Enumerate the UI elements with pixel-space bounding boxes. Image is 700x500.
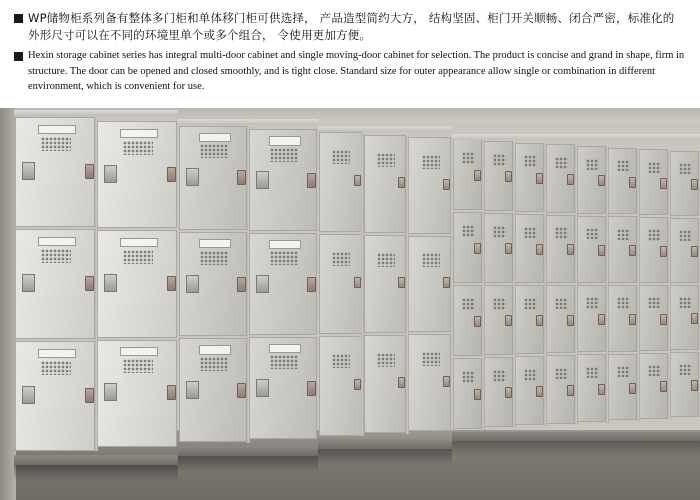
ventilation-holes <box>270 251 299 265</box>
door-handle[interactable] <box>186 275 199 293</box>
ventilation-holes <box>462 298 474 310</box>
door-lock-icon[interactable] <box>505 315 512 326</box>
locker-door[interactable] <box>453 212 482 283</box>
ventilation-holes <box>270 148 299 162</box>
locker-door[interactable] <box>546 355 575 423</box>
locker-door[interactable] <box>453 139 482 210</box>
label-plate <box>199 133 231 142</box>
door-lock-icon[interactable] <box>505 387 512 398</box>
ventilation-holes <box>462 152 474 164</box>
door-lock-icon[interactable] <box>85 276 94 291</box>
locker-door[interactable] <box>249 129 317 231</box>
door-handle[interactable] <box>256 275 269 293</box>
ventilation-holes <box>41 137 71 151</box>
door-lock-icon[interactable] <box>398 277 405 288</box>
door-lock-icon[interactable] <box>598 175 605 186</box>
ventilation-holes <box>524 155 536 167</box>
paragraph-chinese-text: WP储物柜系列备有整体多门柜和单体移门柜可供选择， 产品造型简约大方， 结构坚固、柜门开关顺畅、闭合严密，标准化的外形尺寸可以在不同的环境里单个或多个组合， 令使用更加方便。 <box>28 11 675 42</box>
door-lock-icon[interactable] <box>307 381 316 396</box>
ventilation-holes <box>332 252 350 266</box>
label-plate <box>269 136 301 145</box>
locker-door[interactable] <box>453 358 482 429</box>
ventilation-holes <box>648 365 660 376</box>
door-lock-icon[interactable] <box>536 244 543 255</box>
ventilation-holes <box>332 354 350 368</box>
label-plate <box>199 345 231 354</box>
door-lock-icon[interactable] <box>307 173 316 188</box>
door-lock-icon[interactable] <box>629 383 636 394</box>
door-lock-icon[interactable] <box>85 164 94 179</box>
top-rail <box>14 110 178 116</box>
ventilation-holes <box>493 370 505 382</box>
door-lock-icon[interactable] <box>567 174 574 185</box>
locker-door[interactable] <box>546 215 575 283</box>
divider-post <box>544 144 547 427</box>
locker-door[interactable] <box>639 285 668 351</box>
base-plinth <box>178 446 318 456</box>
door-lock-icon[interactable] <box>691 179 698 190</box>
ventilation-holes <box>377 153 395 167</box>
label-plate <box>120 238 157 247</box>
door-lock-icon[interactable] <box>567 315 574 326</box>
locker-door[interactable] <box>639 353 668 419</box>
ventilation-holes <box>200 144 229 158</box>
divider-post <box>482 140 485 430</box>
locker-door[interactable] <box>608 216 637 283</box>
door-lock-icon[interactable] <box>691 313 698 324</box>
divider-post <box>668 150 671 419</box>
floor-shadow <box>178 456 318 472</box>
locker-door[interactable] <box>608 148 637 215</box>
locker-door[interactable] <box>484 357 513 427</box>
locker-door[interactable] <box>453 285 482 356</box>
locker-door[interactable] <box>179 126 247 230</box>
door-handle[interactable] <box>104 274 117 292</box>
ventilation-holes <box>41 249 71 263</box>
locker-door[interactable] <box>364 235 407 333</box>
label-plate <box>120 129 157 138</box>
locker-door[interactable] <box>484 141 513 211</box>
door-handle[interactable] <box>22 274 35 292</box>
ventilation-holes <box>679 163 691 174</box>
locker-door[interactable] <box>670 151 699 216</box>
base-plinth <box>318 439 452 449</box>
door-lock-icon[interactable] <box>354 379 361 390</box>
divider-post <box>95 119 98 451</box>
ventilation-holes <box>123 141 153 155</box>
label-plate <box>120 347 157 356</box>
label-plate <box>199 239 231 248</box>
locker-door[interactable] <box>319 234 362 334</box>
locker-door[interactable] <box>179 338 247 442</box>
divider-post <box>406 136 409 434</box>
door-lock-icon[interactable] <box>398 177 405 188</box>
locker-door[interactable] <box>15 341 95 451</box>
locker-door[interactable] <box>515 356 544 425</box>
door-lock-icon[interactable] <box>398 377 405 388</box>
divider-post <box>247 127 250 442</box>
ventilation-holes <box>555 298 567 310</box>
ventilation-holes <box>586 228 598 239</box>
locker-door[interactable] <box>97 340 177 447</box>
door-handle[interactable] <box>186 381 199 399</box>
door-lock-icon[interactable] <box>85 388 94 403</box>
divider-post <box>637 149 640 422</box>
locker-door[interactable] <box>249 233 317 335</box>
paragraph-english-text: Hexin storage cabinet series has integral multi-door cabinet and single moving-door cabinet for selection. The product is concise and grand in shape, firm in structure. The door can be opened and closed smoothly, and is tight close. Standard size for outer appearance allow single or combination in different environment, which is convenient for use. <box>28 50 685 92</box>
ventilation-holes <box>200 357 229 371</box>
locker-door[interactable] <box>15 117 95 227</box>
door-lock-icon[interactable] <box>660 381 667 392</box>
base-plinth <box>14 455 178 465</box>
door-lock-icon[interactable] <box>598 314 605 325</box>
door-handle[interactable] <box>22 162 35 180</box>
paragraph-chinese <box>14 10 686 44</box>
ventilation-holes <box>555 368 567 380</box>
ventilation-holes <box>422 352 440 366</box>
divider-post <box>513 142 516 428</box>
locker-door[interactable] <box>408 137 451 233</box>
ventilation-holes <box>648 162 660 173</box>
ventilation-holes <box>270 355 299 369</box>
locker-door[interactable] <box>484 213 513 283</box>
ventilation-holes <box>377 253 395 267</box>
ventilation-holes <box>617 366 629 377</box>
door-lock-icon[interactable] <box>536 173 543 184</box>
paragraph-english <box>14 48 686 95</box>
ventilation-holes <box>377 353 395 367</box>
locker-door[interactable] <box>179 232 247 336</box>
door-lock-icon[interactable] <box>505 243 512 254</box>
ventilation-holes <box>617 160 629 171</box>
door-lock-icon[interactable] <box>629 314 636 325</box>
door-handle[interactable] <box>256 379 269 397</box>
ventilation-holes <box>617 297 629 308</box>
label-plate <box>38 237 75 247</box>
locker-door[interactable] <box>577 354 606 421</box>
label-plate <box>269 240 301 249</box>
door-lock-icon[interactable] <box>660 314 667 325</box>
locker-door[interactable] <box>546 144 575 212</box>
ventilation-holes <box>123 250 153 264</box>
ventilation-holes <box>462 225 474 237</box>
ventilation-holes <box>555 157 567 169</box>
locker-door[interactable] <box>670 285 699 350</box>
door-handle[interactable] <box>256 171 269 189</box>
door-lock-icon[interactable] <box>443 376 450 387</box>
locker-door[interactable] <box>670 352 699 417</box>
door-lock-icon[interactable] <box>443 179 450 190</box>
ventilation-holes <box>648 297 660 308</box>
door-lock-icon[interactable] <box>474 243 481 254</box>
description-text-block <box>0 0 700 108</box>
ventilation-holes <box>524 369 536 381</box>
locker-door[interactable] <box>639 217 668 283</box>
door-lock-icon[interactable] <box>167 385 176 400</box>
base-plinth <box>452 431 700 441</box>
locker-door[interactable] <box>15 229 95 339</box>
door-lock-icon[interactable] <box>474 170 481 181</box>
ventilation-holes <box>586 367 598 378</box>
locker-door[interactable] <box>515 214 544 283</box>
ventilation-holes <box>422 253 440 267</box>
ventilation-holes <box>493 154 505 166</box>
floor-shadow <box>452 441 700 457</box>
top-rail <box>452 134 700 140</box>
ventilation-holes <box>586 159 598 170</box>
square-bullet-icon <box>14 14 23 23</box>
ventilation-holes <box>41 361 71 375</box>
door-lock-icon[interactable] <box>629 245 636 256</box>
door-lock-icon[interactable] <box>237 170 246 185</box>
locker-door[interactable] <box>608 285 637 352</box>
ventilation-holes <box>493 298 505 310</box>
door-lock-icon[interactable] <box>660 246 667 257</box>
door-lock-icon[interactable] <box>307 277 316 292</box>
locker-door[interactable] <box>408 334 451 430</box>
ventilation-holes <box>422 155 440 169</box>
locker-door[interactable] <box>577 216 606 283</box>
door-lock-icon[interactable] <box>237 383 246 398</box>
locker-door[interactable] <box>639 149 668 215</box>
label-plate <box>38 349 75 359</box>
door-lock-icon[interactable] <box>474 389 481 400</box>
ventilation-holes <box>123 359 153 373</box>
ventilation-holes <box>524 227 536 239</box>
locker-door[interactable] <box>515 285 544 354</box>
ventilation-holes <box>617 229 629 240</box>
door-lock-icon[interactable] <box>354 277 361 288</box>
divider-post <box>361 134 364 437</box>
ventilation-holes <box>555 227 567 239</box>
ventilation-holes <box>679 297 691 308</box>
door-lock-icon[interactable] <box>691 246 698 257</box>
top-rail <box>318 126 452 132</box>
label-plate <box>38 125 75 135</box>
door-lock-icon[interactable] <box>167 167 176 182</box>
locker-photograph <box>0 108 700 500</box>
locker-door[interactable] <box>577 285 606 352</box>
locker-door[interactable] <box>319 336 362 436</box>
locker-door[interactable] <box>97 121 177 228</box>
door-lock-icon[interactable] <box>567 244 574 255</box>
ventilation-holes <box>462 371 474 383</box>
door-lock-icon[interactable] <box>629 177 636 188</box>
ventilation-holes <box>648 229 660 240</box>
door-lock-icon[interactable] <box>598 245 605 256</box>
floor-shadow <box>318 449 452 465</box>
locker-door[interactable] <box>249 337 317 439</box>
label-plate <box>269 344 301 353</box>
square-bullet-icon <box>14 52 23 61</box>
door-lock-icon[interactable] <box>474 316 481 327</box>
ventilation-holes <box>679 364 691 375</box>
ventilation-holes <box>493 226 505 238</box>
door-handle[interactable] <box>104 165 117 183</box>
ventilation-holes <box>200 251 229 265</box>
locker-door[interactable] <box>364 135 407 233</box>
door-handle[interactable] <box>22 386 35 404</box>
door-lock-icon[interactable] <box>354 175 361 186</box>
ventilation-holes <box>332 150 350 164</box>
locker-door[interactable] <box>670 218 699 283</box>
locker-door[interactable] <box>515 143 544 212</box>
locker-door[interactable] <box>319 132 362 232</box>
locker-door[interactable] <box>608 354 637 421</box>
locker-door[interactable] <box>97 230 177 337</box>
door-lock-icon[interactable] <box>691 380 698 391</box>
locker-door[interactable] <box>546 285 575 353</box>
ventilation-holes <box>586 297 598 308</box>
floor-shadow <box>14 465 178 481</box>
door-handle[interactable] <box>104 383 117 401</box>
ventilation-holes <box>679 230 691 241</box>
divider-post <box>575 145 578 424</box>
locker-door[interactable] <box>364 335 407 433</box>
door-lock-icon[interactable] <box>505 171 512 182</box>
divider-post <box>606 147 609 423</box>
door-lock-icon[interactable] <box>536 386 543 397</box>
top-rail <box>178 119 318 125</box>
locker-door[interactable] <box>484 285 513 355</box>
door-lock-icon[interactable] <box>443 277 450 288</box>
ventilation-holes <box>524 298 536 310</box>
door-lock-icon[interactable] <box>660 178 667 189</box>
locker-door[interactable] <box>577 146 606 213</box>
door-lock-icon[interactable] <box>536 315 543 326</box>
door-lock-icon[interactable] <box>567 385 574 396</box>
door-handle[interactable] <box>186 168 199 186</box>
door-lock-icon[interactable] <box>167 276 176 291</box>
door-lock-icon[interactable] <box>598 384 605 395</box>
door-lock-icon[interactable] <box>237 277 246 292</box>
locker-door[interactable] <box>408 236 451 332</box>
